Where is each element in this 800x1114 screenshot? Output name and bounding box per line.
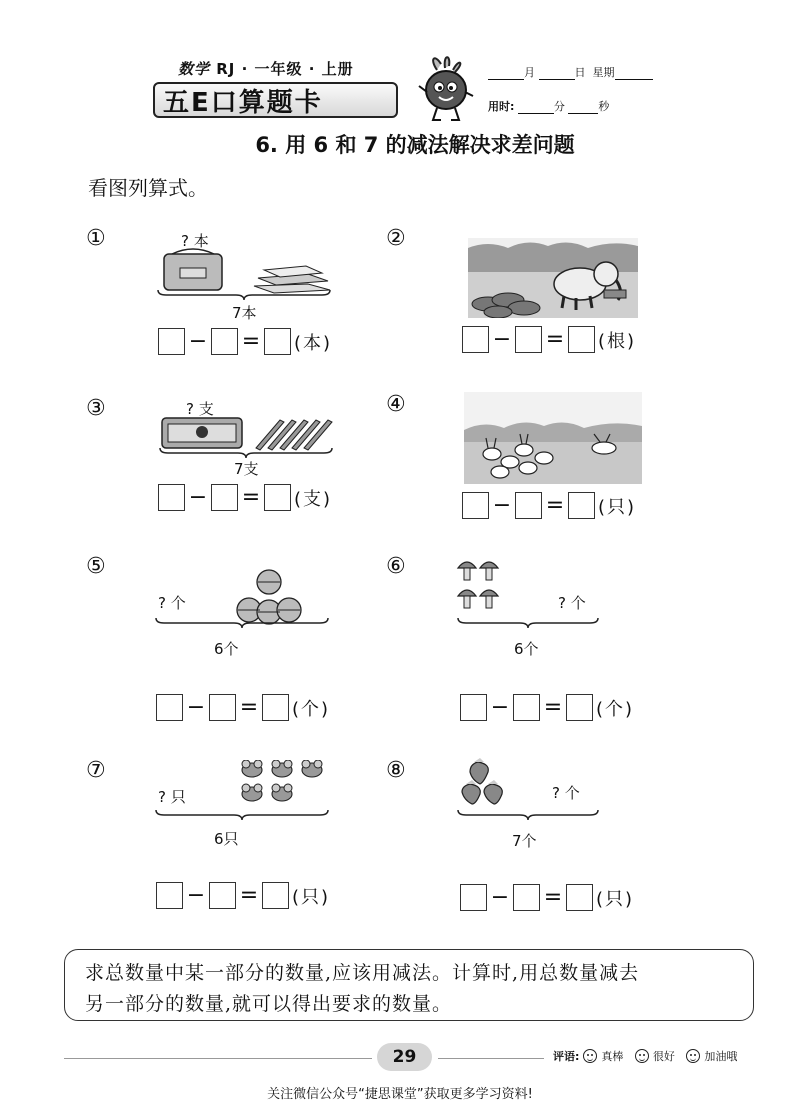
answer-box-1[interactable] [462,492,489,519]
problem-number: ① [86,226,106,251]
equals-sign: = [545,493,565,518]
answer-box-1[interactable] [462,326,489,353]
answer-box-1[interactable] [156,694,183,721]
equals-sign: = [543,695,563,720]
elephant-logs-icon [468,238,638,318]
problem-6 [386,554,716,724]
edition-label: RJ · 一年级 · 上册 [216,60,354,78]
part-label: ? 个 [558,594,586,612]
answer-box-3[interactable] [264,328,291,355]
answer-box-3[interactable] [264,484,291,511]
minus-sign: − [492,493,512,518]
month-label: 月 [524,66,535,79]
brace [154,616,330,630]
radish-mascot-icon [415,52,477,124]
answer-box-1[interactable] [158,328,185,355]
rating-row [553,1048,737,1064]
problem-number: ② [386,226,406,251]
page-number: 29 [377,1043,432,1071]
subject-label: 数学 [178,60,211,78]
tip-line-2: 另一部分的数量,就可以得出要求的数量。 [85,993,453,1015]
answer-box-2[interactable] [513,884,540,911]
answer-box-3[interactable] [566,694,593,721]
minus-sign: − [188,329,208,354]
unit-label: (根) [598,330,637,352]
answer-box-1[interactable] [158,484,185,511]
problem-number: ⑦ [86,758,106,783]
part-label: ? 本 [181,232,209,250]
problem-number: ⑤ [86,554,106,579]
equation [460,884,634,911]
equation [156,694,330,721]
minute-label: 分 [553,100,565,113]
problem-5 [86,554,416,724]
series-title: 五E口算题卡 [163,87,323,118]
problem-3 [86,396,416,566]
time-label: 用时: [488,100,515,113]
minus-sign: − [492,327,512,352]
answer-box-3[interactable] [262,882,289,909]
unit-label: (个) [596,698,635,720]
part-label: ? 个 [552,784,580,802]
week-label: 星期 [592,66,615,79]
footer-divider-right [438,1058,544,1059]
minus-sign: − [490,695,510,720]
rating-excellent: 真棒 [601,1050,624,1063]
equation [462,492,636,519]
minus-sign: − [188,485,208,510]
brace [456,808,600,822]
answer-box-3[interactable] [568,492,595,519]
equals-sign: = [239,883,259,908]
lesson-title: 6. 用 6 和 7 的减法解决求差问题 [255,133,575,157]
part-label: ? 支 [186,400,214,418]
smile-face-icon[interactable] [583,1049,597,1063]
equals-sign: = [545,327,565,352]
answer-box-3[interactable] [568,326,595,353]
equation [462,326,636,353]
answer-box-2[interactable] [515,326,542,353]
answer-box-3[interactable] [262,694,289,721]
rating-good: 很好 [652,1050,675,1063]
answer-box-2[interactable] [211,484,238,511]
problem-4 [386,392,716,562]
unit-label: (只) [292,886,331,908]
equation [158,328,332,355]
problem-number: ⑧ [386,758,406,783]
brace [156,288,332,302]
part-label: ? 个 [158,594,186,612]
rabbits-meadow-icon [464,392,642,484]
brace [456,616,600,630]
series-title-box [153,82,398,118]
rating-label: 评语: [553,1050,580,1063]
second-label: 秒 [598,100,610,113]
instruction: 看图列算式。 [88,176,208,200]
total-label: 6只 [214,830,239,848]
problem-number: ③ [86,396,106,421]
answer-box-2[interactable] [515,492,542,519]
answer-box-2[interactable] [209,882,236,909]
answer-box-1[interactable] [460,884,487,911]
book-subtitle [178,58,354,79]
equals-sign: = [241,329,261,354]
answer-box-1[interactable] [156,882,183,909]
total-label: 6个 [514,640,539,658]
problem-number: ④ [386,392,406,417]
problem-7 [86,758,416,928]
footer-notice: 关注微信公众号“捷思课堂”获取更多学习资料! [267,1087,533,1102]
answer-box-2[interactable] [513,694,540,721]
unit-label: (只) [596,888,635,910]
answer-box-2[interactable] [211,328,238,355]
time-line [488,98,609,114]
unit-label: (只) [598,496,637,518]
mushrooms-icon [456,556,500,612]
equation [460,694,634,721]
equals-sign: = [239,695,259,720]
total-label: 7支 [234,460,259,478]
minus-sign: − [490,885,510,910]
equals-sign: = [241,485,261,510]
answer-box-3[interactable] [566,884,593,911]
smile-face-icon[interactable] [635,1049,649,1063]
problem-number: ⑥ [386,554,406,579]
equation [158,484,332,511]
unit-label: (本) [294,332,333,354]
strawberries-icon [458,758,524,806]
rating-keep-going: 加油哦 [704,1050,738,1063]
tip-line-1: 求总数量中某一部分的数量,应该用减法。计算时,用总数量减去 [85,962,640,984]
total-label: 7个 [512,832,537,850]
day-label: 日 [574,66,586,79]
footer-divider-left [64,1058,372,1059]
unit-label: (个) [292,698,331,720]
answer-box-2[interactable] [209,694,236,721]
part-label: ? 只 [158,788,186,806]
brace [154,808,330,822]
minus-sign: − [186,695,206,720]
smile-face-icon[interactable] [686,1049,700,1063]
problem-8 [386,758,716,928]
answer-box-1[interactable] [460,694,487,721]
equation [156,882,330,909]
minus-sign: − [186,883,206,908]
equals-sign: = [543,885,563,910]
total-label: 6个 [214,640,239,658]
date-line [488,64,653,80]
total-label: 7本 [232,304,257,322]
tip-box [64,949,754,1021]
problem-2 [386,226,716,396]
mice-icon [238,760,330,806]
problem-1 [86,226,416,396]
unit-label: (支) [294,488,333,510]
